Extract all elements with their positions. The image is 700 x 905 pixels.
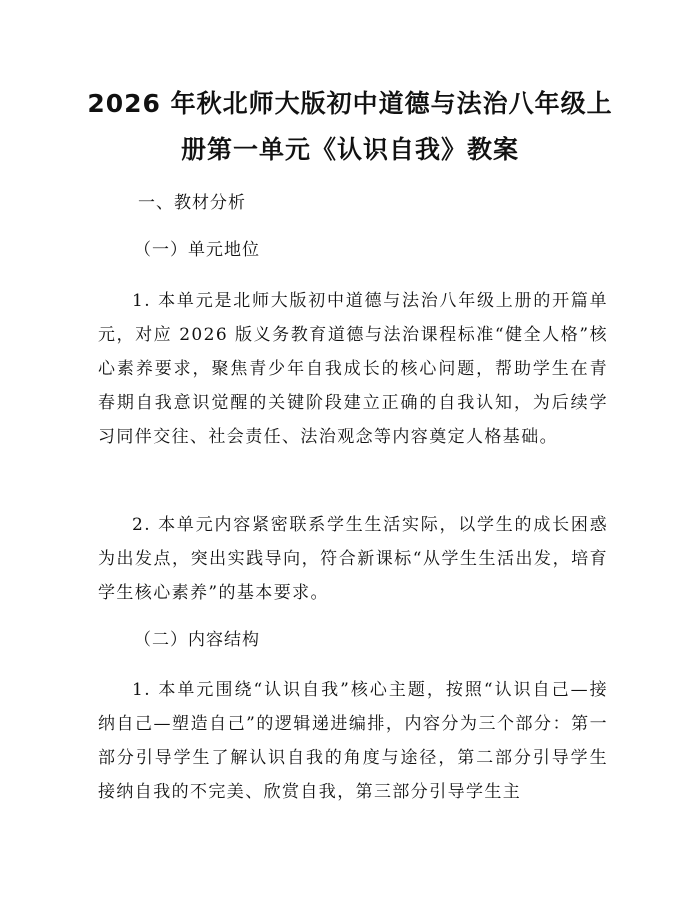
subsection-heading-unit-position: （一）单元地位	[134, 240, 260, 260]
section-heading-textbook-analysis: 一、教材分析	[138, 193, 246, 213]
paragraph-unit-position-1: 1. 本单元是北师大版初中道德与法治八年级上册的开篇单元，对应 2026 版义务教育道德与法治课程标准“健全人格”核心素养要求，聚焦青少年自我成长的核心问题，帮助学生在青春期自我意识觉醒的关键阶段建立正确的自我认知，为后续学习同伴交往、社会责任、法治观念等内容奠定人格基础。	[98, 291, 608, 447]
document-title-line-1: 2026 年秋北师大版初中道德与法治八年级上	[87, 89, 613, 118]
subsection-heading-content-structure: （二）内容结构	[134, 630, 260, 650]
paragraph-content-structure-1: 1. 本单元围绕“认识自我”核心主题，按照“认识自己—接纳自己—塑造自己”的逻辑递进编排，内容分为三个部分：第一部分引导学生了解认识自我的角度与途径，第二部分引导学生接纳自我的不完美、欣赏自我，第三部分引导学生主	[98, 680, 608, 802]
paragraph-unit-position-2: 2. 本单元内容紧密联系学生生活实际，以学生的成长困惑为出发点，突出实践导向，符合新课标“从学生生活出发，培育学生核心素养”的基本要求。	[98, 515, 608, 603]
document-title-line-2: 册第一单元《认识自我》教案	[180, 135, 519, 164]
